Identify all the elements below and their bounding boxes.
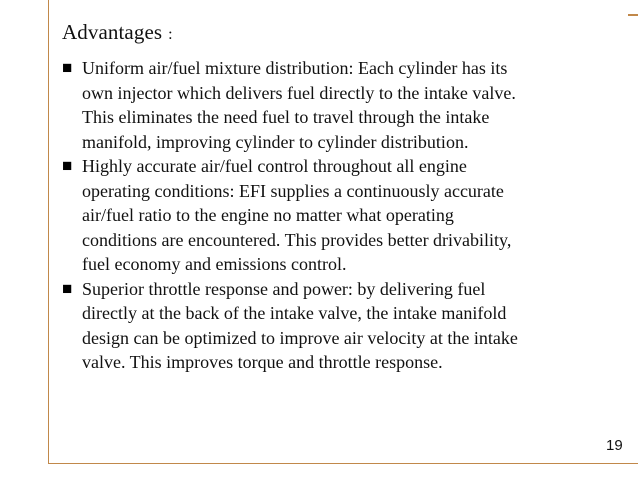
list-item	[62, 154, 622, 277]
page-number: 19	[606, 437, 623, 454]
corner-tick-line	[628, 14, 638, 16]
bullet-icon: ■	[62, 278, 73, 298]
bullet-icon: ■	[62, 58, 73, 77]
heading-colon: :	[168, 26, 173, 43]
slide-heading	[62, 20, 173, 45]
list-item	[62, 277, 622, 375]
bullet-list	[62, 56, 622, 375]
heading-text: Advantages	[62, 20, 163, 44]
bullet-text: Superior throttle response and power: by delivering fuel directly at the back of the intake valve, the intake manifold design can be optimized to improve air velocity at the intake valve. This improves torque and throttle response.	[82, 278, 518, 372]
bullet-text: Highly accurate air/fuel control throughout all engine operating conditions: EFI supplies a continuously accurate air/fuel ratio to the engine no matter what operating conditions are encountered. This provides better drivability, fuel economy and emissions control.	[82, 156, 512, 274]
bullet-icon: ■	[62, 156, 73, 175]
list-item	[62, 56, 622, 154]
bullet-text: Uniform air/fuel mixture distribution: Each cylinder has its own injector which delivers fuel directly to the intake valve. This eliminates the need fuel to travel through the intake manifold, improving cylinder to cylinder distribution.	[82, 58, 516, 152]
